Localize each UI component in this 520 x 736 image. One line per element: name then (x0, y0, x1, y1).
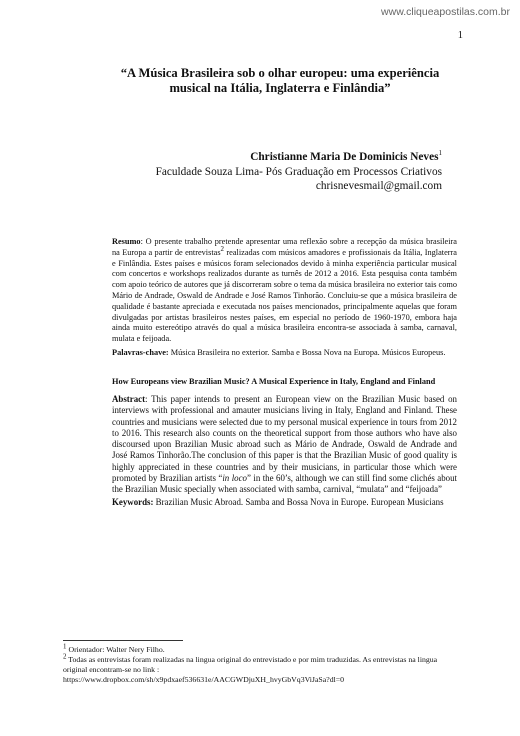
author-name: Christianne Maria De Dominicis Neves (250, 151, 439, 163)
abstract-label: Abstract (112, 394, 146, 404)
author-affiliation: Faculdade Souza Lima- Pós Graduação em Processos Criativos (155, 165, 442, 178)
keywords-paragraph (112, 497, 457, 508)
abstract-italic: in loco (222, 473, 247, 484)
author-name-line (156, 150, 442, 165)
palavras-chave-label: Palavras-chave: (112, 348, 169, 357)
footnote-2 (63, 652, 463, 675)
resumo-label: Resumo (112, 237, 141, 246)
abstract-paragraph (112, 394, 457, 496)
footnote-1 (63, 642, 463, 655)
author-email: chrisnevesmail@gmail.com (315, 180, 442, 192)
palavras-chave-text: Música Brasileira no exterior. Samba e Bossa Nova na Europa. Músicos Europeus. (168, 348, 446, 357)
watermark-text: www.cliqueapostilas.com.br (381, 6, 510, 18)
english-title: How Europeans view Brazilian Music? A Musical Experience in Italy, England and Finland (112, 377, 436, 386)
author-block (156, 150, 442, 194)
keywords-label: Keywords: (112, 497, 154, 507)
page-number: 1 (457, 30, 463, 41)
keywords-text: Brazilian Music Abroad. Samba and Bossa Nova in Europe. European Musicians (153, 497, 444, 507)
title-line-2: musical na Itália, Inglaterra e Finlândia” (169, 81, 391, 95)
document-title (100, 66, 460, 96)
resumo-footnote-marker: 2 (220, 245, 225, 254)
resumo-text-1: : O presente trabalho pretende apresentar uma reflexão sobre a recepção da música brasileira na Europa a partir de entrevistas (112, 237, 457, 257)
footnote-1-number: 1 (63, 642, 67, 651)
footnote-divider (63, 640, 183, 641)
palavras-chave-paragraph (112, 348, 457, 359)
author-footnote-marker: 1 (438, 149, 442, 158)
footnote-2-number: 2 (63, 652, 67, 661)
footnotes (63, 642, 463, 685)
footnote-link-text[interactable]: https://www.dropbox.com/sh/x9pdxaef536631e/AACGWDjuXH_hvyGbVq3ViJaSa?dl=0 (63, 675, 345, 684)
resumo-text-2: realizadas com músicos amadores e profissionais da Itália, Inglaterra e Finlândia. Estes países e músicos foram selecionados devido à minha experiência particular musical com concertos e workshops realizados durante as turnês de 2012 a 2016. Esta pesquisa conta também com apoio teórico de autores que já discorreram sobre o tema da música brasileira no exterior tais como Mário de Andrade, Oswald de Andrade e José Ramos Tinhorão. Concluiu-se que a música brasileira de qualidade é bastante apreciada e executada nos países mencionados, principalmente aquelas que foram divulgadas por artistas brasileiros nestes países, em especial no período de 1960-1970, embora haja ainda muito estereótipo através do qual a música brasileira encontra-se associada à samba, carnaval, mulata e feijoada. (112, 247, 457, 344)
title-line-1: “A Música Brasileira sob o olhar europeu: uma experiência (120, 66, 440, 80)
footnote-1-text: Orientador: Walter Nery Filho. (66, 645, 165, 654)
abstract-text-1: : This paper intends to present an European view on the Brazilian Music based on interviews with professional and amauter musicians living in Italy, England and Finland. These countries and musicians were selected due to my personal musical experience in tours from 2012 to 2016. This research also counts on the theoretical support from those authors who have also discoursed upon Brazilian Music abroad such as Mário de Andrade, Oswald de Andrade and José Ramos Tinhorão.The conclusion of this paper is that the Brazilian Music of good quality is highly appreciated in these countries and by their musicians, in particular those which were promoted by Brazilian artists “ (112, 394, 457, 484)
footnote-link[interactable] (63, 675, 463, 685)
footnote-2-text: Todas as entrevistas foram realizadas na lingua original do entrevistado e por mim traduzidas. As entrevistas na lingua original encontram-se no link : (63, 655, 438, 674)
abstract-text-2: ” in the 60’s, although we can still find some clichés about the Brazilian Music specially when associated with samba, carnival, “mulata” and “feijoada” (112, 473, 458, 495)
resumo-paragraph (112, 237, 457, 345)
